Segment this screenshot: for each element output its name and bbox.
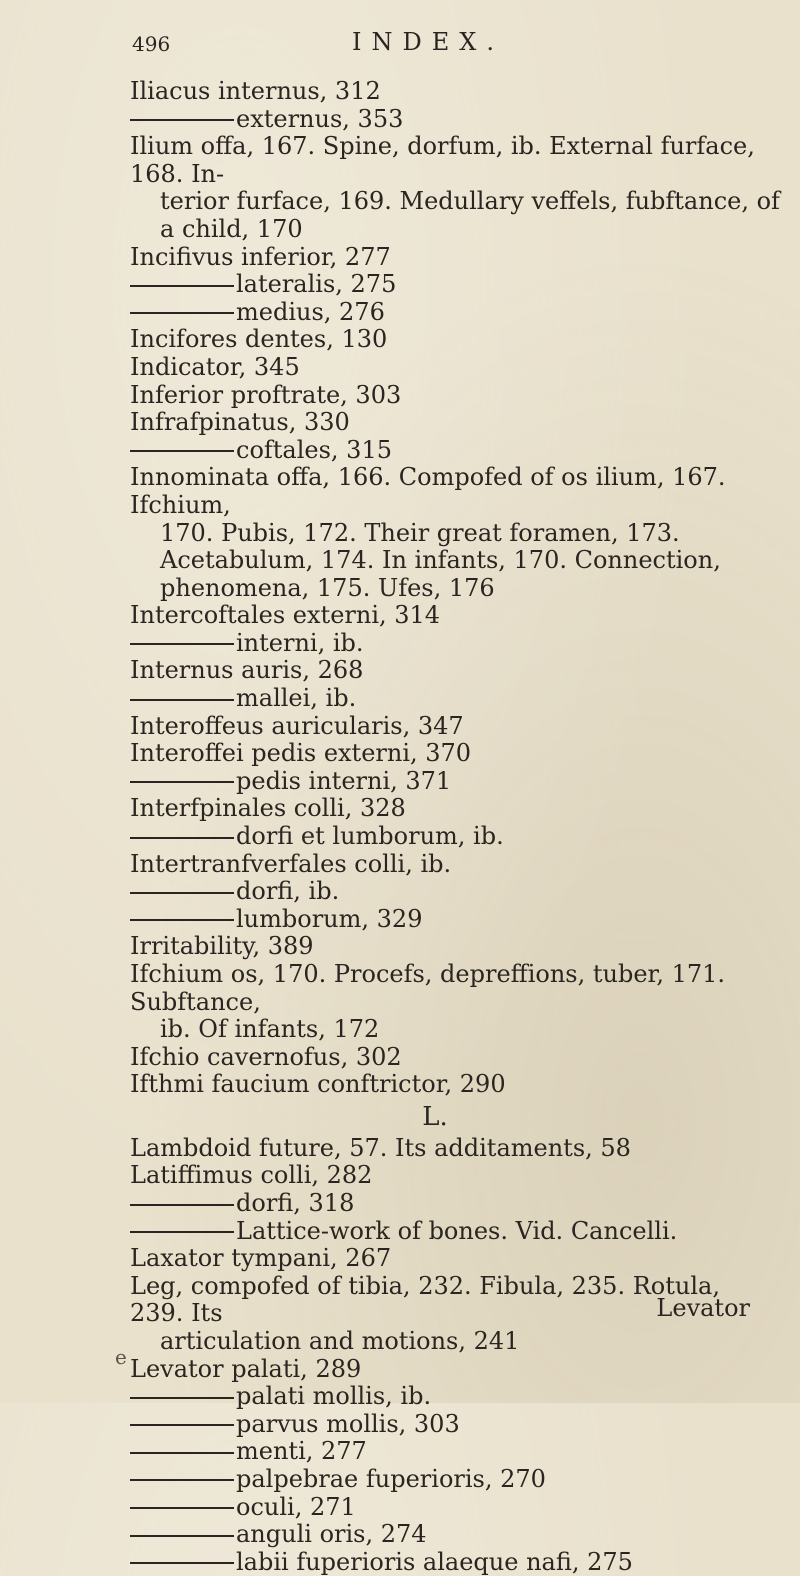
- entry-text: palpebrae fuperioris, 270: [236, 1464, 546, 1493]
- entry-text: dorfi, 318: [236, 1189, 355, 1218]
- index-entry: [130, 244, 780, 272]
- index-entry: [130, 326, 780, 354]
- ditto-rule: [130, 892, 234, 894]
- ornament-mark: e: [115, 1345, 127, 1369]
- page-number: 496: [132, 32, 171, 56]
- index-entry: [130, 1071, 780, 1099]
- ditto-rule: [130, 312, 234, 314]
- entry-text: medius, 276: [236, 297, 385, 326]
- index-entry: [130, 1466, 780, 1494]
- entry-text: Ifchio cavernofus, 302: [130, 1042, 402, 1071]
- index-entry: [130, 354, 780, 382]
- entry-text: Innominata offa, 166. Compofed of os ilium, 167. Ifchium,: [130, 463, 726, 519]
- entry-text: Intertranfverfales colli, ib.: [130, 849, 452, 878]
- entry-text: palati mollis, ib.: [236, 1382, 432, 1411]
- index-entry: [130, 1190, 780, 1218]
- entry-text: dorfi et lumborum, ib.: [236, 822, 504, 851]
- entry-text: Iliacus internus, 312: [130, 77, 381, 105]
- entry-text: Latiffimus colli, 282: [130, 1161, 373, 1190]
- entry-text: Irritability, 389: [130, 932, 314, 961]
- entry-text: Interoffeus auricularis, 347: [130, 711, 464, 740]
- entry-text: dorfi, ib.: [236, 877, 340, 906]
- page-header: [132, 24, 692, 64]
- index-entry: [130, 1044, 780, 1072]
- index-entry: [130, 437, 780, 465]
- ditto-rule: [130, 919, 234, 921]
- ditto-rule: [130, 285, 234, 287]
- ditto-rule: [130, 781, 234, 783]
- ditto-rule: [130, 837, 234, 839]
- index-entry: [130, 1135, 780, 1163]
- index-entry: [130, 1383, 780, 1411]
- entry-text: mallei, ib.: [236, 684, 357, 713]
- entry-text: pedis interni, 371: [236, 766, 452, 795]
- ditto-rule: [130, 1397, 234, 1399]
- index-entries: [130, 78, 780, 1576]
- entry-text: Intercoftales externi, 314: [130, 601, 441, 630]
- index-entry: [130, 1218, 780, 1246]
- index-entry: [130, 299, 780, 327]
- entry-text: interni, ib.: [236, 628, 364, 657]
- entry-text: Inferior proftrate, 303: [130, 380, 402, 409]
- index-entry: [130, 464, 780, 602]
- ditto-rule: [130, 1424, 234, 1426]
- entry-text: Laxator tympani, 267: [130, 1244, 392, 1273]
- entry-text: Ilium offa, 167. Spine, dorfum, ib. External furface, 168. In-: [130, 132, 755, 188]
- running-head: INDEX.: [352, 28, 504, 56]
- ditto-rule: [130, 1479, 234, 1481]
- entry-text: Lattice-work of bones. Vid. Cancelli.: [236, 1216, 678, 1245]
- entry-text: Lambdoid future, 57. Its additaments, 58: [130, 1133, 631, 1162]
- index-entry: [130, 906, 780, 934]
- entry-continuation: articulation and motions, 241: [160, 1327, 520, 1356]
- entry-text: parvus mollis, 303: [236, 1409, 460, 1438]
- index-entry: [130, 740, 780, 768]
- entry-text: menti, 277: [236, 1437, 367, 1466]
- ditto-rule: [130, 1507, 234, 1509]
- index-entry: [130, 1494, 780, 1522]
- index-entry: [130, 795, 780, 823]
- entry-text: Levator palati, 289: [130, 1354, 362, 1383]
- index-entry: [130, 382, 780, 410]
- entry-text: lateralis, 275: [236, 270, 397, 299]
- entry-text: Interfpinales colli, 328: [130, 794, 406, 823]
- ditto-rule: [130, 1535, 234, 1537]
- entry-text: Leg, compofed of tibia, 232. Fibula, 235. Rotula, 239. Its: [130, 1271, 720, 1328]
- entry-text: Indicator, 345: [130, 352, 300, 381]
- index-entry: [130, 409, 780, 437]
- section-letter: L.: [422, 1101, 448, 1132]
- index-entry: [130, 878, 780, 906]
- index-entry: [130, 1549, 780, 1576]
- ditto-rule: [130, 1231, 234, 1233]
- ditto-rule: [130, 1452, 234, 1454]
- ditto-rule: [130, 1204, 234, 1206]
- entry-text: anguli oris, 274: [236, 1520, 427, 1549]
- index-entry: [130, 657, 780, 685]
- index-entry: [130, 106, 780, 134]
- index-entry: [130, 1411, 780, 1439]
- index-entry: [130, 851, 780, 879]
- index-entry: [130, 768, 780, 796]
- index-entry: [130, 133, 780, 243]
- catchword: Levator: [656, 1294, 750, 1322]
- index-entry: [130, 961, 780, 1044]
- index-entry: [130, 685, 780, 713]
- index-entry: [130, 1438, 780, 1466]
- index-entry: [130, 1162, 780, 1190]
- entry-text: Interoffei pedis externi, 370: [130, 739, 472, 768]
- ditto-rule: [130, 450, 234, 452]
- index-entry: [130, 630, 780, 658]
- entry-text: coftales, 315: [236, 435, 392, 464]
- ditto-rule: [130, 119, 234, 121]
- entry-continuation: terior furface, 169. Medullary veffels, fubftance, of a child, 170: [160, 187, 780, 243]
- entry-text: Ifchium os, 170. Procefs, depreffions, tuber, 171. Subftance,: [130, 960, 726, 1016]
- entry-text: Ifthmi faucium conftrictor, 290: [130, 1070, 506, 1099]
- entry-text: externus, 353: [236, 104, 404, 133]
- entry-text: oculi, 271: [236, 1492, 356, 1521]
- ditto-rule: [130, 699, 234, 701]
- index-entry: [130, 933, 780, 961]
- index-entry: [130, 713, 780, 741]
- ditto-rule: [130, 643, 234, 645]
- ditto-rule: [130, 1562, 234, 1564]
- index-entry: [130, 823, 780, 851]
- entry-text: Incifivus inferior, 277: [130, 242, 391, 271]
- entry-text: Incifores dentes, 130: [130, 325, 388, 354]
- entry-continuation: 170. Pubis, 172. Their great foramen, 173. Acetabulum, 174. In infants, 170. Connection, phenomena, 175. Ufes, 176: [160, 518, 721, 602]
- entry-text: Internus auris, 268: [130, 656, 364, 685]
- index-entry: [130, 78, 780, 106]
- entry-text: Infrafpinatus, 330: [130, 408, 350, 437]
- index-entry: [130, 1521, 780, 1549]
- index-entry: [130, 271, 780, 299]
- entry-continuation: ib. Of infants, 172: [160, 1015, 380, 1044]
- entry-text: lumborum, 329: [236, 904, 423, 933]
- entry-text: labii fuperioris alaeque nafi, 275: [236, 1547, 633, 1576]
- index-entry: [130, 1356, 780, 1384]
- index-entry: [130, 602, 780, 630]
- index-entry: [130, 1245, 780, 1273]
